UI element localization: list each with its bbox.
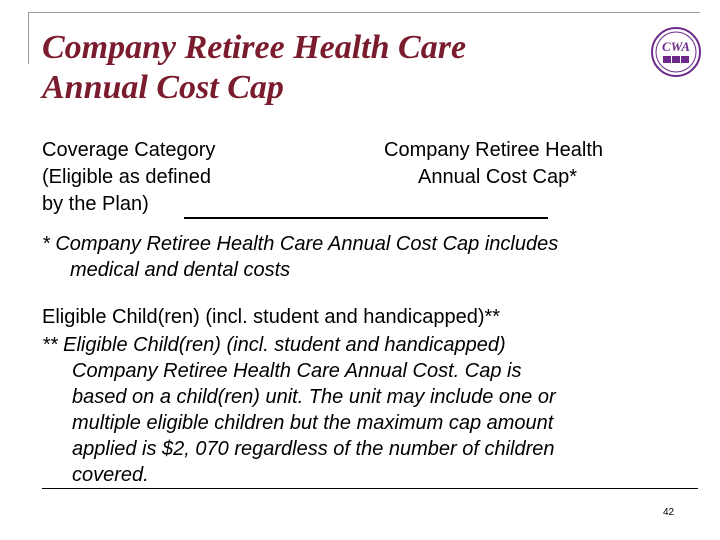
header-right-line-2: Annual Cost Cap* — [418, 166, 577, 188]
cwa-logo-icon — [650, 26, 702, 78]
note2-line-2: Company Retiree Health Care Annual Cost. Cap is — [72, 360, 522, 382]
header-right-line-1: Company Retiree Health — [384, 139, 603, 161]
footer-divider — [42, 488, 698, 489]
header-left-line-1: Coverage Category — [42, 139, 216, 161]
children-footnote — [42, 332, 682, 488]
page-number: 42 — [663, 507, 675, 518]
note2-line-6: covered. — [72, 464, 149, 486]
note1-line-1: * Company Retiree Health Care Annual Cost Cap includes — [42, 233, 559, 255]
logo-text: CWA — [662, 39, 690, 54]
eligible-children-row: Eligible Child(ren) (incl. student and handicapped)** — [42, 306, 501, 328]
frame-left-line — [28, 12, 29, 64]
note2-line-1: ** Eligible Child(ren) (incl. student and handicapped) — [42, 334, 506, 356]
note2-line-5: applied is $2, 070 regardless of the number of children — [72, 438, 555, 460]
note2-line-4: multiple eligible children but the maximum cap amount — [72, 412, 554, 434]
annual-cost-cap-header — [384, 137, 603, 191]
title-line-2: Annual Cost Cap — [42, 69, 284, 106]
cost-cap-footnote — [42, 231, 682, 283]
frame-top-line — [28, 12, 700, 13]
slide-title — [42, 28, 602, 108]
note1-line-2: medical and dental costs — [70, 259, 291, 281]
coverage-category-header — [42, 137, 215, 218]
note2-line-3: based on a child(ren) unit. The unit may include one or — [72, 386, 556, 408]
header-left-line-3: by the Plan) — [42, 193, 149, 215]
header-underline — [184, 217, 548, 219]
title-line-1: Company Retiree Health Care — [42, 29, 467, 66]
header-left-line-2: (Eligible as defined — [42, 166, 211, 188]
